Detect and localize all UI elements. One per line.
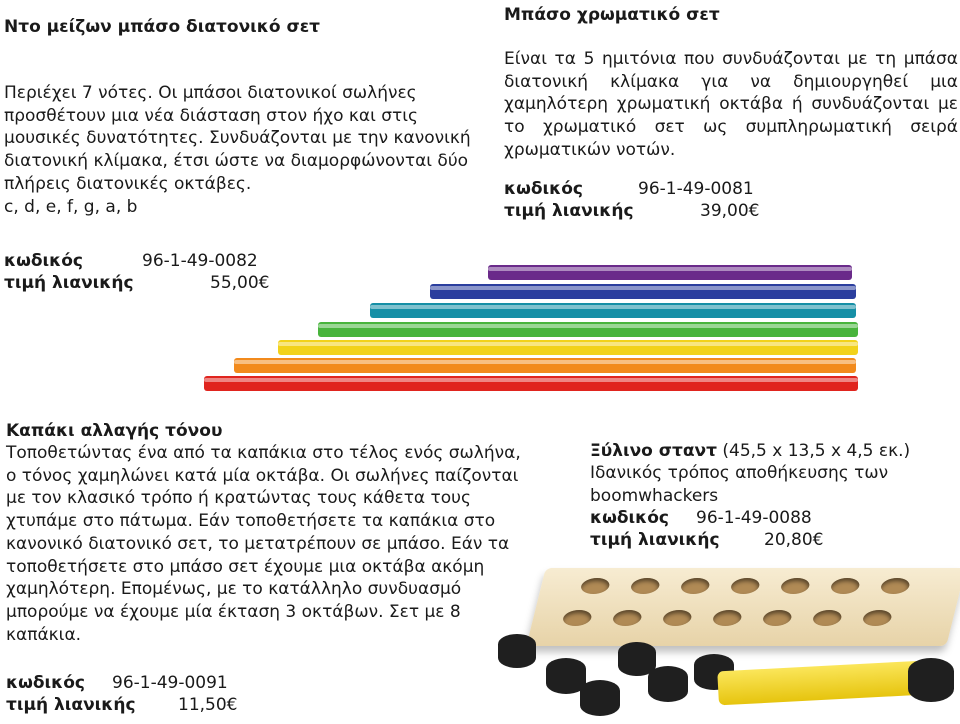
code-label: κωδικός (4, 251, 83, 272)
diatonic-bass-description: Περιέχει 7 νότες. Οι μπάσοι διατονικοί σωλήνες προσθέτουν μια νέα διάσταση στον ήχο και στις μουσικές δυνατότητες. Συνδυάζονται με την κανονική διατονική κλίμακα, έτσι ώστε να διαμορφώνονται δύο πλήρεις διατονικές οκτάβες. (4, 83, 471, 194)
boomwhacker-tube-icon (488, 265, 852, 280)
product-price: 39,00€ (700, 200, 760, 221)
boomwhacker-tube-icon (318, 322, 858, 337)
product-code: 96-1-49-0081 (638, 178, 754, 199)
diatonic-bass-section (4, 16, 480, 294)
product-price: 11,50€ (178, 695, 238, 715)
chromatic-bass-code-row (504, 178, 958, 200)
diatonic-bass-notes: c, d, e, f, g, a, b (4, 196, 138, 217)
code-label: κωδικός (590, 508, 669, 529)
code-label: κωδικός (6, 673, 85, 693)
product-code: 96-1-49-0082 (142, 251, 258, 272)
boomwhacker-tube-icon (370, 303, 856, 318)
price-label: τιμή λιανικής (6, 695, 136, 715)
wooden-stand-heading (590, 440, 952, 462)
code-label: κωδικός (504, 178, 583, 199)
boomwhacker-tube-icon (278, 340, 858, 355)
wooden-stand-section (590, 440, 952, 551)
diatonic-bass-price-row (4, 272, 480, 294)
chromatic-bass-description: Είναι τα 5 ημιτόνια που συνδυάζονται με τη μπάσα διατονική κλίμακα για να δημιουργηθεί μια χαμηλότερη χρωματική οκτάβα ή συνδυάζονται με το χρωματικό σετ ως συμπληρωματική σειρά χρωματικών νοτών. (504, 49, 958, 160)
tuning-caps-title: Καπάκι αλλαγής τόνου (6, 421, 223, 441)
octave-cap-icon (908, 658, 954, 702)
wooden-stand-dimensions: (45,5 x 13,5 x 4,5 εκ.) (722, 441, 911, 461)
price-label: τιμή λιανικής (4, 273, 134, 294)
wooden-stand-title: Ξύλινο σταντ (590, 441, 717, 461)
price-label: τιμή λιανικής (590, 530, 720, 551)
product-code: 96-1-49-0088 (696, 508, 812, 529)
boomwhacker-tube-icon (234, 358, 856, 373)
chromatic-bass-section (504, 4, 958, 222)
tuning-caps-description: Τοποθετώντας ένα από τα καπάκια στο τέλος ενός σωλήνα, ο τόνος χαμηλώνει κατά μία οκτάβα. Οι σωλήνες παίζονται με τον κλασικό τρόπο ή κρατώντας τους κάθετα τους χτυπάμε στο πάτωμα. Εάν τοποθετήσετε τα καπάκια στο κανονικό διατονικό σετ, το μετατρέπουν σε μπάσο. Εάν τα τοποθετήσετε στο μπάσο σετ έχουμε μια οκτάβα ακόμη χαμηλότερη. Επομένως, με το κατάλληλο συνδυασμό μπορούμε να έχουμε μία έκταση 3 οκτάβων. Σετ με 8 καπάκια. (6, 443, 521, 645)
price-label: τιμή λιανικής (504, 200, 634, 221)
octave-cap-icon (648, 666, 688, 702)
boomwhacker-tube-icon (204, 376, 858, 391)
wooden-stand-code-row (590, 507, 952, 529)
octave-caps-picture (498, 628, 960, 724)
product-price: 55,00€ (210, 273, 270, 294)
tuning-caps-code-row (6, 672, 228, 694)
tuning-caps-price-row (6, 694, 237, 716)
diatonic-bass-title: Ντο μείζων μπάσο διατονικό σετ (4, 17, 321, 37)
octave-cap-icon (498, 634, 536, 668)
diatonic-bass-code-row (4, 250, 480, 272)
boomwhacker-tube-icon (430, 284, 856, 299)
chromatic-bass-title: Μπάσο χρωματικό σετ (504, 5, 720, 25)
tuning-caps-section (6, 420, 526, 715)
product-price: 20,80€ (764, 530, 824, 551)
wooden-stand-description: Ιδανικός τρόπος αποθήκευσης των boomwhackers (590, 463, 889, 506)
wooden-stand-price-row (590, 529, 952, 551)
product-code: 96-1-49-0091 (112, 673, 228, 693)
octave-cap-icon (580, 680, 620, 716)
chromatic-bass-price-row (504, 200, 958, 222)
capped-tube-icon (717, 661, 924, 706)
